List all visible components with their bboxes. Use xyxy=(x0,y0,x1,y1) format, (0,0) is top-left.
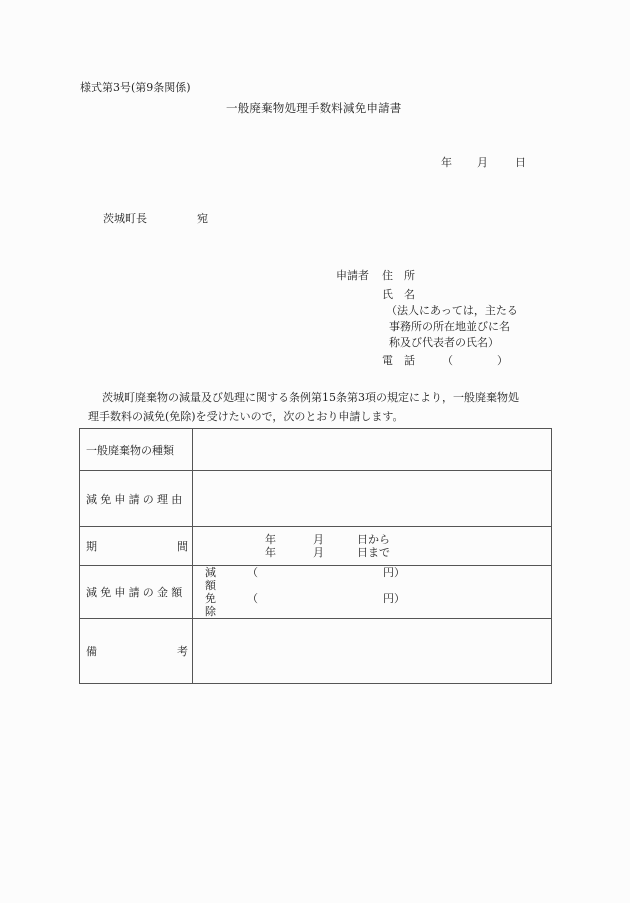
date-line xyxy=(441,157,526,168)
table-row-amount xyxy=(80,566,552,619)
reason-field[interactable] xyxy=(193,471,552,527)
phone-field[interactable]: （ ） xyxy=(442,354,508,367)
remarks-label-left: 備 xyxy=(86,645,97,658)
period-label-right: 間 xyxy=(177,540,188,553)
table-row-remarks xyxy=(80,619,552,684)
date-month-field[interactable]: 月 xyxy=(477,156,488,169)
corporate-note-line: 事務所の所在地並びに名 xyxy=(389,320,510,333)
date-day-field[interactable]: 日 xyxy=(515,156,526,169)
date-year-field[interactable]: 年 xyxy=(441,156,452,169)
period-from: 年 月 日から xyxy=(265,533,390,546)
exemption-amount: 免除 （ 円） xyxy=(205,592,405,618)
addressee-name: 茨城町長 xyxy=(103,212,147,225)
waste-type-label: 一般廃棄物の種類 xyxy=(80,429,193,471)
remarks-label-right: 考 xyxy=(177,645,188,658)
reduction-amount: 減額 （ 円） xyxy=(205,566,405,592)
table-row-period xyxy=(80,527,552,566)
remarks-field[interactable] xyxy=(193,619,552,684)
waste-type-field[interactable] xyxy=(193,429,552,471)
phone-label: 電 話 xyxy=(382,354,415,367)
name-field[interactable]: 氏 名 xyxy=(382,288,415,301)
period-field[interactable] xyxy=(193,527,552,566)
document-title: 一般廃棄物処理手数料減免申請書 xyxy=(226,101,402,115)
applicant-heading: 申請者 xyxy=(336,269,369,282)
request-statement xyxy=(80,388,550,426)
address-field[interactable]: 住 所 xyxy=(382,269,415,282)
table-row-waste-type xyxy=(80,429,552,471)
period-label xyxy=(80,527,193,566)
corporate-note-line: （法人にあっては，主たる xyxy=(386,304,518,317)
amount-field[interactable] xyxy=(193,566,552,619)
table-row-reason xyxy=(80,471,552,527)
reason-label: 減免申請の理由 xyxy=(80,471,193,527)
applicant-block xyxy=(336,268,518,369)
period-to: 年 月 日まで xyxy=(265,546,390,559)
corporate-note xyxy=(336,303,518,351)
addressee xyxy=(103,213,208,224)
statement-line: 茨城町廃棄物の減量及び処理に関する条例第15条第3項の規定により，一般廃棄物処 xyxy=(102,391,519,404)
application-table xyxy=(79,428,552,684)
remarks-label xyxy=(80,619,193,684)
form-number: 様式第3号(第9条関係) xyxy=(80,81,191,94)
amount-label: 減免申請の金額 xyxy=(80,566,193,619)
corporate-note-line: 称及び代表者の氏名） xyxy=(389,336,499,349)
statement-line: 理手数料の減免(免除)を受けたいので，次のとおり申請します。 xyxy=(88,410,404,423)
addressee-suffix: 宛 xyxy=(197,212,208,225)
period-label-left: 期 xyxy=(86,540,97,553)
